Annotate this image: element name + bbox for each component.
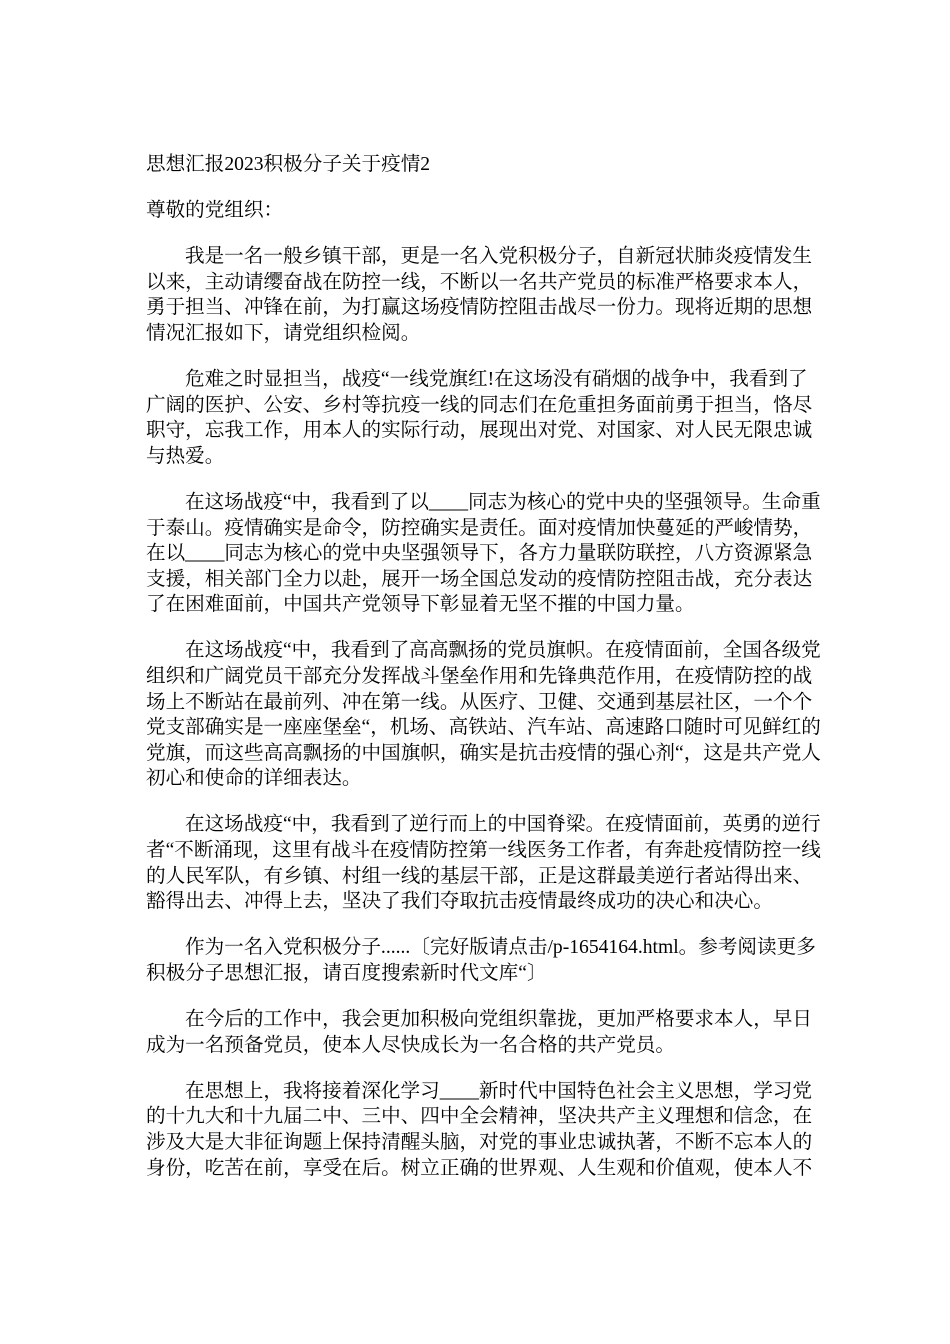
- paragraph-line: 了在困难面前，中国共产党领导下彰显着无坚不摧的中国力量。: [146, 594, 695, 616]
- paragraph-line: 成为一名预备党员，使本人尽快成长为一名合格的共产党员。: [146, 1034, 676, 1056]
- paragraph: [146, 490, 821, 618]
- paragraph-line: 者“不断涌现，这里有战斗在疫情防控第一线医务工作者，有奔赴疫情防控一线: [146, 840, 821, 862]
- paragraph-line: 勇于担当、冲锋在前，为打赢这场疫情防控阻击战尽一份力。现将近期的思想: [146, 297, 813, 319]
- paragraph-line: 以来，主动请缨奋战在防控一线，不断以一名共产党员的标准严格要求本人，: [146, 271, 813, 293]
- paragraph-line: 涉及大是大非征询题上保持清醒头脑，对党的事业忠诚执著，不断不忘本人的: [146, 1131, 813, 1153]
- paragraph: [146, 812, 821, 914]
- paragraph-line: 场上不断站在最前列、冲在第一线。从医疗、卫健、交通到基层社区，一个个: [146, 691, 813, 713]
- paragraph-line: 作为一名入党积极分子......〔完好版请点击/p-1654164.html。参考阅读更多: [185, 937, 816, 959]
- paragraph-line: 危难之时显担当，战疫“一线党旗红!在这场没有硝烟的战争中，我看到了: [185, 369, 808, 391]
- paragraph-line: 的人民军队，有乡镇、村组一线的基层干部，正是这群最美逆行者站得出来、: [146, 865, 813, 887]
- paragraph-line: 在以____同志为核心的党中央坚强领导下，各方力量联防联控，八方资源紧急: [146, 543, 813, 565]
- paragraph-line: 广阔的医护、公安、乡村等抗疫一线的同志们在危重担务面前勇于担当，恪尽: [146, 394, 813, 416]
- paragraph: [146, 638, 821, 792]
- paragraph-line: 在思想上，我将接着深化学习____新时代中国特色社会主义思想，学习党: [185, 1080, 812, 1102]
- paragraph-line: 我是一名一般乡镇干部，更是一名入党积极分子，自新冠状肺炎疫情发生: [185, 246, 812, 268]
- paragraph-line: 初心和使命的详细表达。: [146, 768, 362, 790]
- document-body: [146, 152, 821, 1202]
- paragraph-line: 豁得出去、冲得上去，坚决了我们夺取抗击疫情最终成功的决心和决心。: [146, 891, 773, 913]
- paragraph-line: 在这场战疫“中，我看到了高高飘扬的党员旗帜。在疫情面前，全国各级党: [185, 640, 821, 662]
- paragraph-line: 的十九大和十九届二中、三中、四中全会精神，坚决共产主义理想和信念，在: [146, 1106, 813, 1128]
- paragraph: [146, 1007, 812, 1058]
- paragraph-line: 在今后的工作中，我会更加积极向党组织靠拢，更加严格要求本人，早日: [185, 1009, 812, 1031]
- greeting: [146, 198, 800, 224]
- paragraph-line: 于泰山。疫情确实是命令，防控确实是责任。面对疫情加快蔓延的严峻情势，: [146, 517, 813, 539]
- paragraph-line: 党支部确实是一座座堡垒“，机场、高铁站、汽车站、高速路口随时可见鲜红的: [146, 717, 821, 739]
- document-title: [146, 152, 800, 178]
- paragraph-line: 职守，忘我工作，用本人的实际行动，展现出对党、对国家、对人民无限忠诚: [146, 420, 813, 442]
- paragraph: [146, 1079, 813, 1181]
- paragraph: [146, 935, 816, 986]
- paragraph-line: 组织和广阔党员干部充分发挥战斗堡垒作用和先锋典范作用，在疫情防控的战: [146, 666, 813, 687]
- title-text: 思想汇报2023积极分子关于疫情2: [146, 154, 431, 175]
- paragraph-line: 在这场战疫“中，我看到了以____同志为核心的党中央的坚强领导。生命重: [185, 491, 821, 513]
- greeting-text: 尊敬的党组织：: [146, 200, 284, 222]
- paragraph-line: 党旗，而这些高高飘扬的中国旗帜，确实是抗击疫情的强心剂“，这是共产党人: [146, 742, 821, 764]
- paragraph-line: 情况汇报如下，请党组织检阅。: [146, 322, 421, 344]
- paragraph-line: 支援，相关部门全力以赴，展开一场全国总发动的疫情防控阻击战，充分表达: [146, 568, 813, 590]
- paragraph: [146, 244, 813, 346]
- paragraph-line: 积极分子思想汇报，请百度搜索新时代文库“〕: [146, 962, 547, 984]
- paragraph-line: 与热爱。: [146, 445, 225, 467]
- paragraph-line: 身份，吃苦在前，享受在后。树立正确的世界观、人生观和价值观，使本人不: [146, 1157, 813, 1179]
- paragraph-line: 在这场战疫“中，我看到了逆行而上的中国脊梁。在疫情面前，英勇的逆行: [185, 814, 821, 836]
- paragraph: [146, 367, 813, 469]
